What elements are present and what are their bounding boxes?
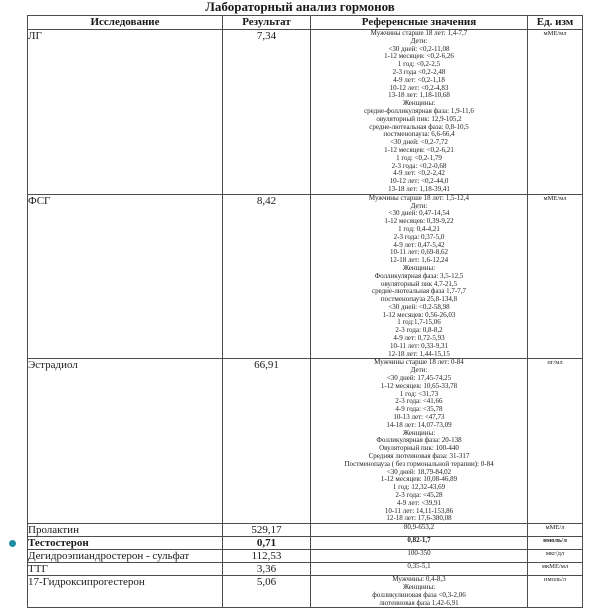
reference-line: Женщины: xyxy=(402,263,436,272)
reference-line: 2-3 года: 0,37-5,0 xyxy=(393,232,445,241)
reference-line: Овуляторный пик: 100-440 xyxy=(379,444,459,453)
table-row xyxy=(28,550,583,563)
test-name xyxy=(28,537,223,550)
lab-results-table xyxy=(27,15,583,608)
reference-line: Фолликулярная фаза: 20-138 xyxy=(376,436,462,445)
test-name xyxy=(28,30,223,195)
table-row xyxy=(28,563,583,576)
reference-line: 1 год: 12,32-43,69 xyxy=(392,483,446,492)
reference-line: 1 год: <31,73 xyxy=(399,389,439,398)
column-header-test: Исследование xyxy=(28,16,223,30)
reference-line: Средняя лютеиновая фаза: 31-317 xyxy=(368,452,470,461)
test-name xyxy=(28,563,223,576)
reference-line: 13-18 лет: 1,18-39,41 xyxy=(388,184,450,193)
reference-line: Мужчины: 0,4-8,3 xyxy=(392,575,446,584)
reference-line: 4-9 лет: <0,2-2,42 xyxy=(393,169,445,178)
reference-line: Мужчины старше 18 лет: 1,4-7,7 xyxy=(370,29,468,37)
reference-line: 10-12 лет: <0,2-44,0 xyxy=(389,177,449,186)
table-row xyxy=(28,524,583,537)
reference-line: 2-3 года <0,2-2,48 xyxy=(392,67,446,76)
result-value: 3,36 xyxy=(223,563,311,576)
reference-values xyxy=(311,563,528,576)
reference-line: 80,9-653,2 xyxy=(403,523,435,532)
reference-line: Мужчины старше 18 лет: 0-84 xyxy=(374,358,464,367)
reference-values xyxy=(311,194,528,359)
result-value: 529,17 xyxy=(223,524,311,537)
reference-line: 0,82-1,7 xyxy=(407,536,431,545)
reference-line: овуляторный пик: 12,9-105,2 xyxy=(376,114,462,123)
test-name-label: ТТГ xyxy=(28,563,48,576)
reference-line: Мужчины старше 18 лет: 1,5-12,4 xyxy=(368,193,470,202)
test-name-label: ФСГ xyxy=(28,194,51,207)
reference-values xyxy=(311,576,528,608)
reference-line: <30 дней: 18,79-84,02 xyxy=(386,467,452,476)
reference-line: 100-350 xyxy=(407,549,431,558)
reference-line: 10-12 лет: <0,2-4,83 xyxy=(389,83,449,92)
reference-line: 12-18 лет: 17,6-380,08 xyxy=(386,514,452,523)
reference-line: Дети: xyxy=(410,36,428,45)
reference-line: Женщины: xyxy=(402,99,436,108)
reference-line: 1-12 месяцев: 0,39-9,22 xyxy=(384,217,454,226)
test-name xyxy=(28,550,223,563)
reference-line: средне-лютеальная фаза 1,7-7,7 xyxy=(371,287,467,296)
table-row xyxy=(28,194,583,359)
reference-line: Постменопауза ( без гормональной терапии): 0-84 xyxy=(344,459,494,468)
result-value: 8,42 xyxy=(223,194,311,359)
reference-line: 1 год: <0,2-2,5 xyxy=(397,60,441,69)
reference-line: постменопауза: 6,6-66,4 xyxy=(383,130,455,139)
reference-values xyxy=(311,30,528,195)
reference-line: 1-12 месяцев: 0,56-26,03 xyxy=(382,310,456,319)
reference-line: 13-18 лет: 1,18-10,68 xyxy=(388,91,450,100)
reference-line: 4-9 лет: <0,2-1,18 xyxy=(393,75,445,84)
reference-line: средне-фолликулярная фаза: 1,9-11,6 xyxy=(364,106,474,115)
unit-label: мкг/дл xyxy=(528,550,583,563)
table-row xyxy=(28,576,583,608)
test-name-label: Дегидроэпиандростерон - сульфат xyxy=(28,550,190,563)
reference-line: 4-9 лет: <39,91 xyxy=(396,498,442,507)
test-name-label: Тестостерон xyxy=(28,537,89,550)
test-name xyxy=(28,524,223,537)
reference-line: 1-12 месяцев: <0,2-6,21 xyxy=(384,145,454,154)
reference-line: 10-13 лет: <47,73 xyxy=(393,413,445,422)
reference-line: 2-3 года: <41,66 xyxy=(395,397,443,406)
unit-label: мМЕ/мл xyxy=(528,30,583,195)
reference-line: Дети: xyxy=(410,366,428,375)
column-header-result: Результат xyxy=(223,16,311,30)
reference-line: лютеиновая фаза 1,42-6,91 xyxy=(379,598,459,607)
reference-line: Женщины: xyxy=(402,583,436,591)
test-name-label: Пролактин xyxy=(28,524,79,537)
unit-label: мМЕ/л xyxy=(528,524,583,537)
table-header-row xyxy=(28,16,583,30)
unit-label: нмоль/л xyxy=(528,576,583,608)
reference-line: 2-3 года: <45,28 xyxy=(395,491,443,500)
reference-line: 4-9 лет: 0,72-5,93 xyxy=(393,334,445,343)
reference-line: <30 дней: <0,2-11,08 xyxy=(388,44,450,53)
reference-values xyxy=(311,359,528,524)
reference-line: 1-12 месяцев: 10,08-46,89 xyxy=(380,475,458,484)
reference-line: постменопауза 25,8-134,8 xyxy=(380,295,458,304)
reference-values xyxy=(311,537,528,550)
reference-line: 1 год: <0,2-1,79 xyxy=(396,153,442,162)
reference-line: 10-11 лет: 0,33-9,31 xyxy=(389,341,448,350)
test-name xyxy=(28,359,223,524)
column-header-reference: Референсные значения xyxy=(311,16,528,30)
reference-line: 14-18 лет: 14,07-73,09 xyxy=(386,420,452,429)
reference-line: 1 год: 0,4-4,21 xyxy=(398,224,440,233)
table-row xyxy=(28,30,583,195)
reference-line: Дети: xyxy=(410,201,428,210)
unit-label: пг/мл xyxy=(528,359,583,524)
flag-dot-icon xyxy=(9,540,16,547)
reference-line: 1 год:1,7-15,06 xyxy=(397,318,441,327)
unit-label: мкМЕ/мл xyxy=(528,563,583,576)
result-value: 7,34 xyxy=(223,30,311,195)
reference-line: <30 дней: 0,47-14,54 xyxy=(388,209,450,218)
test-name-label: Эстрадиол xyxy=(28,359,78,372)
reference-line: фолликулиновая фаза <0,3-2,06 xyxy=(372,590,466,599)
result-value: 112,53 xyxy=(223,550,311,563)
reference-line: <30 дней: <0,2-58,98 xyxy=(388,302,450,311)
reference-line: 4-9 лет: 0,47-5,42 xyxy=(393,240,445,249)
result-value: 66,91 xyxy=(223,359,311,524)
reference-values xyxy=(311,550,528,563)
test-name xyxy=(28,576,223,608)
reference-line: 0,35-5,1 xyxy=(407,562,431,571)
column-header-unit: Ед. изм xyxy=(528,16,583,30)
reference-line: 12-18 лет: 1,6-12,24 xyxy=(389,256,449,265)
test-name xyxy=(28,194,223,359)
reference-line: 4-9 года: <35,78 xyxy=(395,405,443,414)
unit-label: мМЕ/мл xyxy=(528,194,583,359)
reference-values xyxy=(311,524,528,537)
reference-line: 12-18 лет: 1,44-15,15 xyxy=(388,349,450,358)
reference-line: 1-12 месяцев: <0,2-6,26 xyxy=(384,52,454,61)
unit-label: нмоль/л xyxy=(528,537,583,550)
reference-line: средне-лютеальная фаза: 0,8-10,5 xyxy=(369,122,469,131)
test-name-label: 17-Гидроксипрогестерон xyxy=(28,576,145,589)
reference-line: <30 дней: <0,2-7,72 xyxy=(390,138,448,147)
reference-line: овуляторный пик 4,7-21,5 xyxy=(380,279,458,288)
reference-line: <30 дней: 17,45-74,25 xyxy=(386,374,452,383)
page-title: Лабораторный анализ гормонов xyxy=(205,0,395,14)
reference-line: Фолликулярная фаза: 3,5-12,5 xyxy=(374,271,464,280)
result-value: 0,71 xyxy=(223,537,311,550)
table-row xyxy=(28,537,583,550)
reference-line: 2-3 года: <0,2-0,68 xyxy=(391,161,447,170)
reference-line: 1-12 месяцев: 10,65-33,78 xyxy=(380,381,458,390)
result-value: 5,06 xyxy=(223,576,311,608)
reference-line: Женщины: xyxy=(402,428,436,437)
table-row xyxy=(28,359,583,524)
reference-line: 10-11 лет: 14,11-153,86 xyxy=(384,506,454,515)
reference-line: 2-3 года: 0,8-8,2 xyxy=(395,326,443,335)
reference-line: 10-11 лет: 0,69-8,62 xyxy=(389,248,448,257)
test-name-label: ЛГ xyxy=(28,30,42,42)
